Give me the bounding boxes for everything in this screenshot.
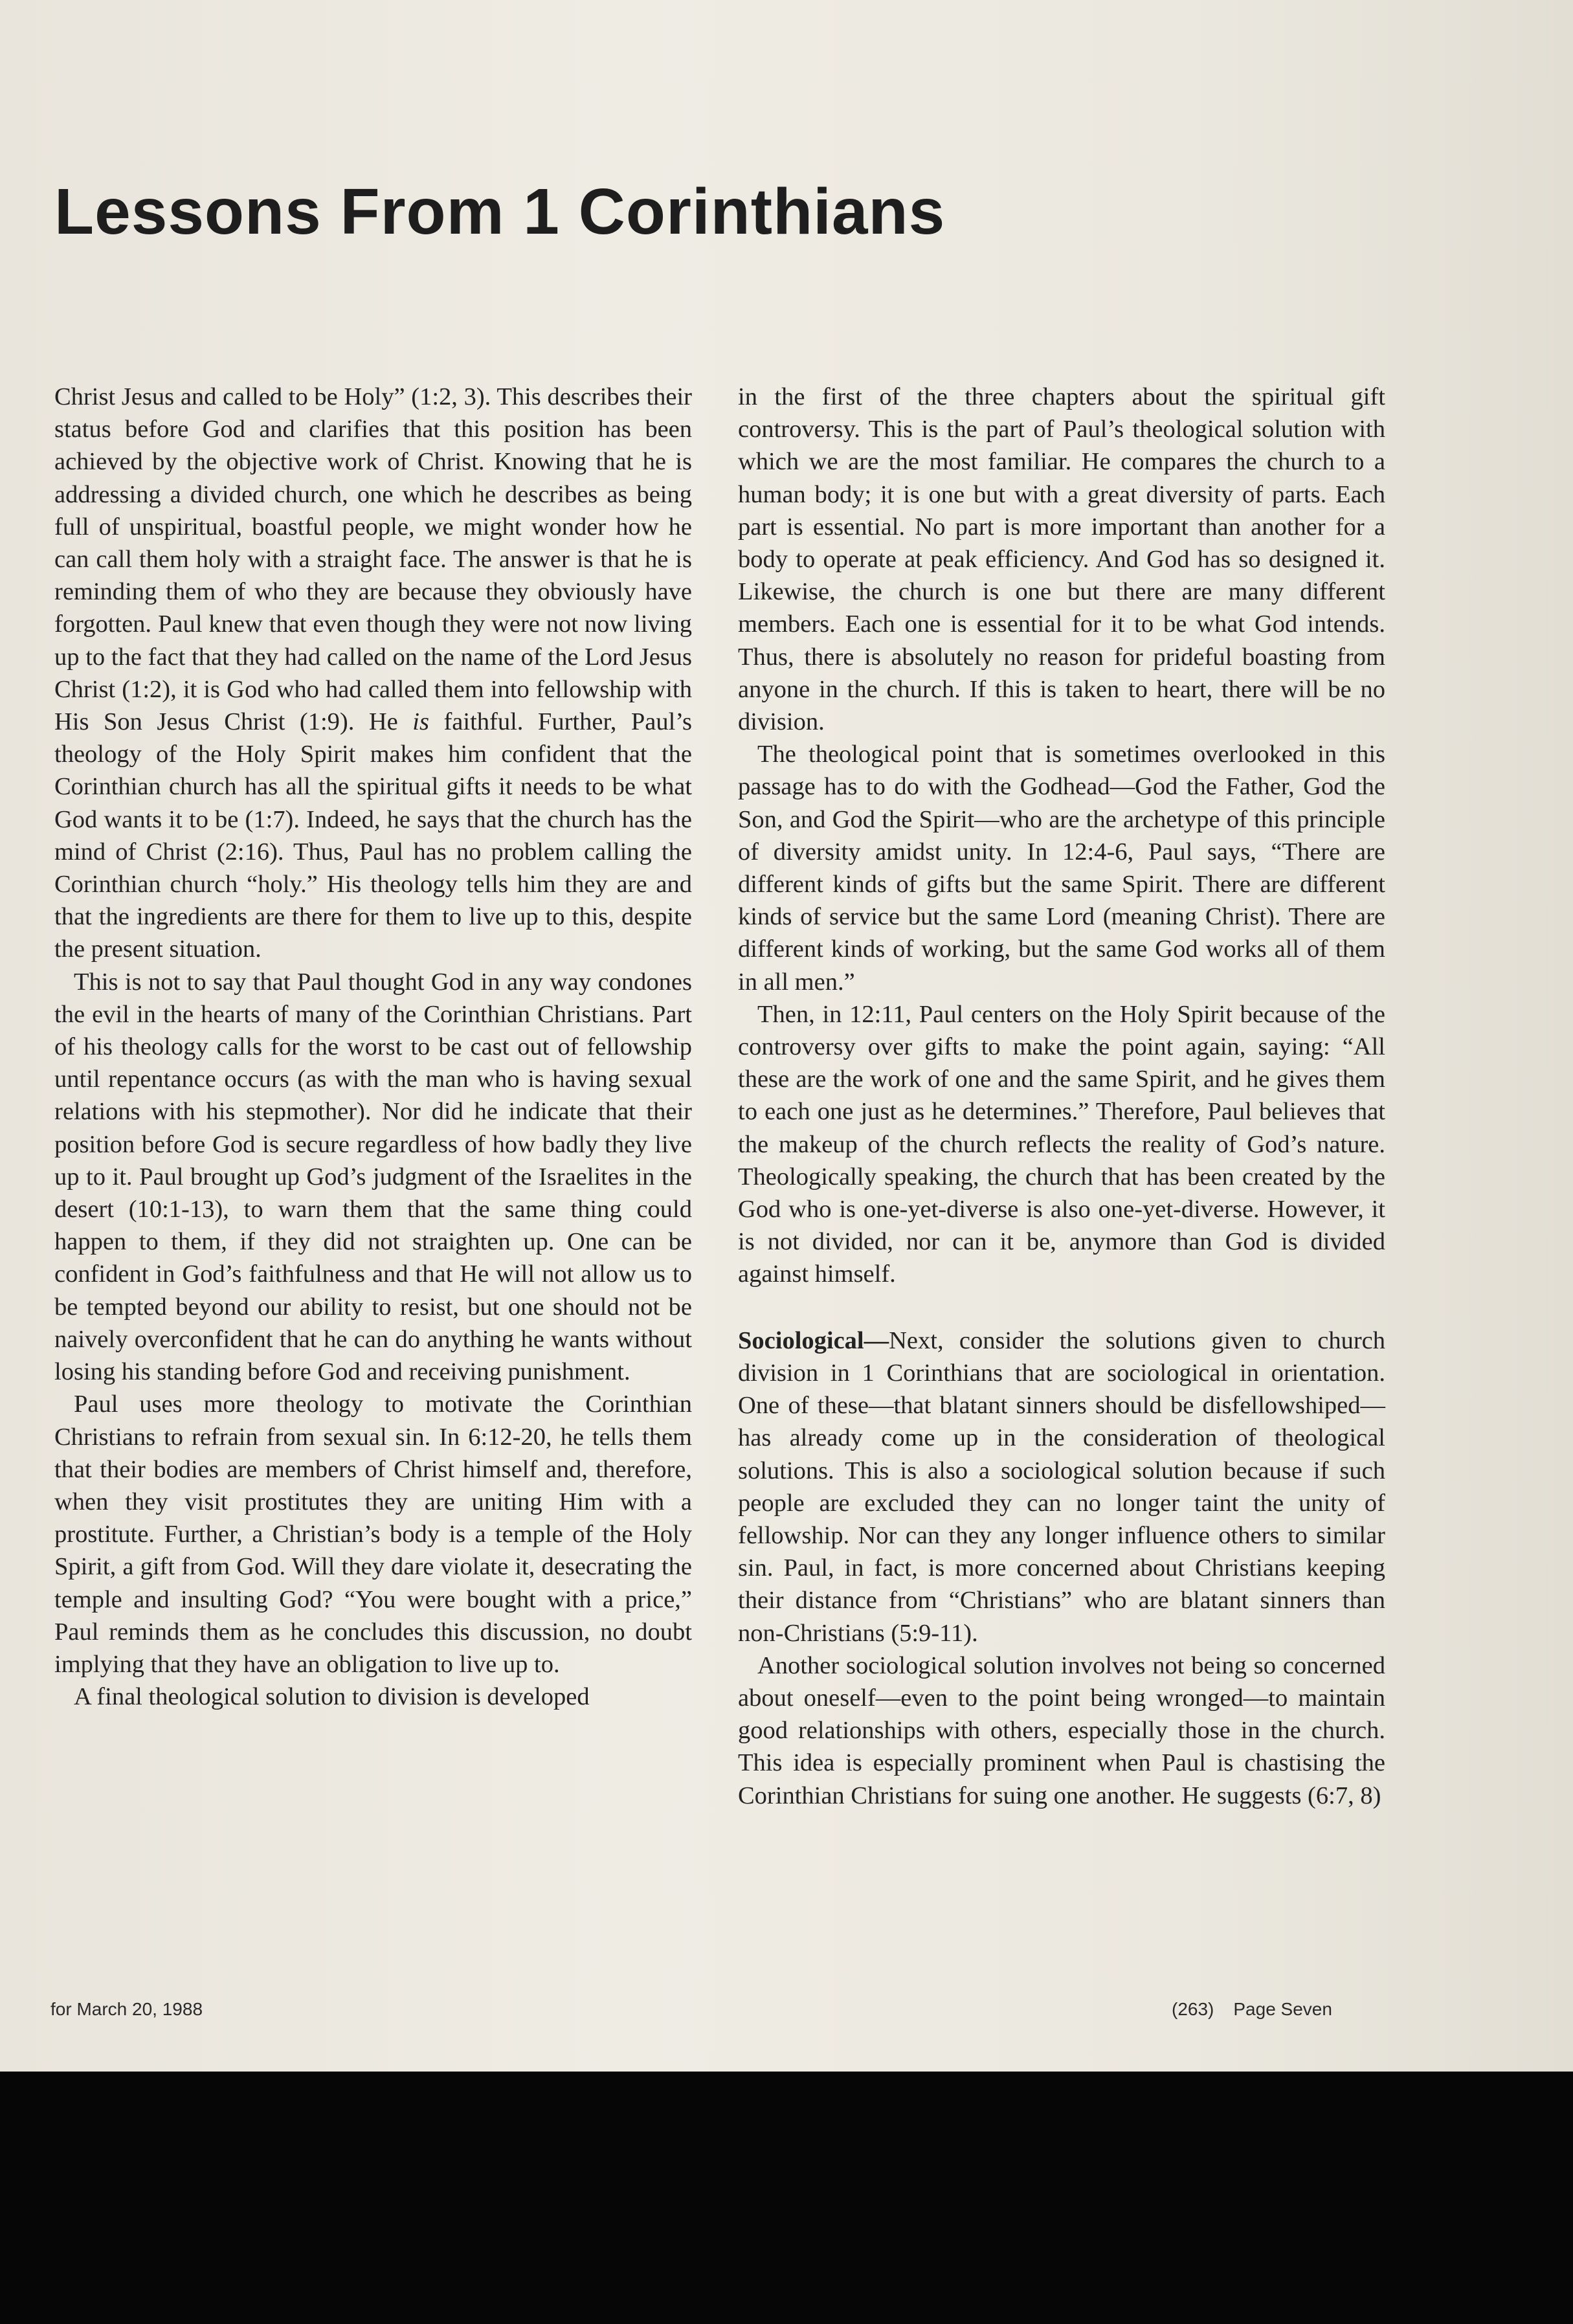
scanner-shadow [0,2072,1573,2324]
paragraph: This is not to say that Paul thought God in any way condones the evil in the hearts of many of the Corinthian Christians. Part of his theology calls for the worst to be cast out of fellowship until repentance occurs (as with the man who is having sexual relations with his stepmother). Nor did he indicate that their position before God is secure regardless of how badly they live up to it. Paul brought up God’s judgment of the Israelites in the desert (10:1-13), to warn them that the same thing could happen to them, if they did not straighten up. One can be confident in God’s faithfulness and that He will not allow us to be tempted beyond our ability to resist, but one should not be naively overconfident that he can do anything he wants without losing his standing before God and receiving punishment. [54,968,692,1386]
left-column [54,381,692,1713]
paragraph: in the first of the three chapters about the spiritual gift controversy. This is the part of Paul’s theological solution with which we are the most familiar. He compares the church to a human body; it is one but with a great diversity of parts. Each part is essential. No part is more important than another for a body to operate at peak efficiency. And God has so designed it. Likewise, the church is one but there are many different members. Each one is essential for it to be what God intends. Thus, there is absolutely no reason for prideful boasting from anyone in the church. If this is taken to heart, there will be no division. [738,383,1385,736]
paragraph: The theological point that is sometimes overlooked in this passage has to do with the Godhead—God the Father, God the Son, and God the Spirit—who are the archetype of this principle of diversity amidst unity. In 12:4-6, Paul says, “There are different kinds of gifts but the same Spirit. There are different kinds of service but the same Lord (meaning Christ). There are different kinds of working, but the same God works all of them in all men.” [738,741,1385,996]
page-label: Page Seven [1233,1999,1332,2019]
paragraph: Another sociological solution involves not being so concerned about oneself—even to the point being wronged—to maintain good relationships with others, especially those in the church. This idea is especially prominent when Paul is chastising the Corinthian Christians for suing one another. He suggests (6:7, 8) [738,1651,1385,1809]
paragraph: A final theological solution to division is developed [74,1683,590,1711]
right-column [738,381,1385,1812]
paragraph: Then, in 12:11, Paul centers on the Holy Spirit because of the controversy over gifts to make the point again, saying: “All these are the work of one and the same Spirit, and he gives them to each one just as he determines.” Therefore, Paul believes that the makeup of the church reflects the reality of God’s nature. Theologically speaking, the church that has been created by the God who is one-yet-diverse is also one-yet-diverse. However, it is not divided, nor can it be, anymore than God is divided against himself. [738,1000,1385,1288]
paragraph: Paul uses more theology to motivate the Corinthian Christians to refrain from sexual sin. In 6:12-20, he tells them that their bodies are members of Christ himself and, therefore, when they visit prostitutes they are uniting Him with a prostitute. Further, a Christian’s body is a temple of the Holy Spirit, a gift from God. Will they dare violate it, desecrating the temple and insulting God? “You were bought with a price,” Paul reminds them as he concludes this discussion, no doubt implying that they have an obligation to live up to. [54,1391,692,1678]
article-title: Lessons From 1 Corinthians [54,175,946,248]
section-heading: Sociological— [738,1326,889,1354]
paragraph: Sociological—Next, consider the solutions given to church division in 1 Corinthians that are sociological in orientation. One of these—that blatant sinners should be disfellowshiped—has already come up in the consideration of theological solutions. This is also a sociological solution because if such people are excluded they can no longer taint the unity of fellowship. Nor can they any longer influence others to similar sin. Paul, in fact, is more concerned about Christians keeping their distance from “Christians” who are blatant sinners than non-Christians (5:9-11). [738,1326,1385,1647]
paragraph: Christ Jesus and called to be Holy” (1:2, 3). This describes their status before God and clarifies that this position has been achieved by the objective work of Christ. Knowing that he is addressing a divided church, one which he describes as being full of unspiritual, boastful people, we might wonder how he can call them holy with a straight face. The answer is that he is reminding them of who they are because they obviously have forgotten. Paul knew that even though they were not now living up to the fact that they had called on the name of the Lord Jesus Christ (1:2), it is God who had called them into fellowship with His Son Jesus Christ (1:9). He is faithful. Further, Paul’s theology of the Holy Spirit makes him confident that the Corinthian church has all the spiritual gifts it needs to be what God wants it to be (1:7). Indeed, he says that the church has the mind of Christ (2:16). Thus, Paul has no problem calling the Corinthian church “holy.” His theology tells him they are and that the ingredients are there for them to live up to this, despite the present situation. [54,383,692,963]
footer-page [1172,1999,1332,2020]
footer-date: for March 20, 1988 [50,1999,203,2019]
emphasis: is [412,708,429,736]
page-number: (263) [1172,1999,1214,2019]
